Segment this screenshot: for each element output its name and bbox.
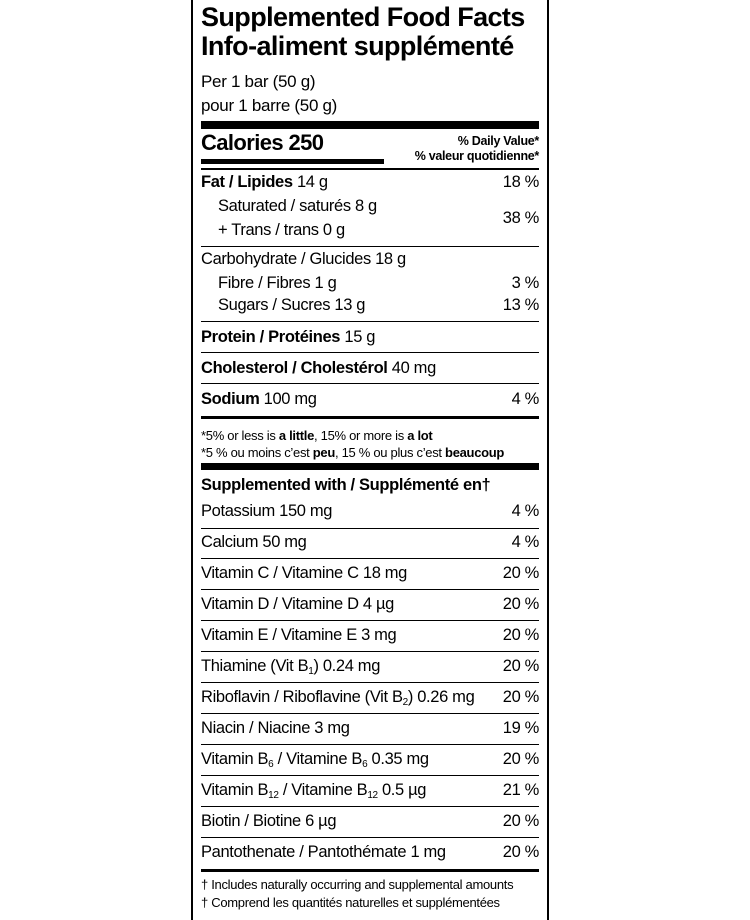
vitamin-b6-dv: 20 % xyxy=(502,750,539,768)
sugars-label: Sugars / Sucres 13 g xyxy=(218,296,366,314)
sugars-dv: 13 % xyxy=(502,296,539,314)
footnote-english: † Includes naturally occurring and supplemental amounts xyxy=(201,877,514,892)
calcium-dv: 4 % xyxy=(511,533,539,551)
vitamin-e-dv: 20 % xyxy=(502,626,539,644)
divider xyxy=(201,651,539,652)
thiamine-label: Thiamine (Vit $B_1$) 0.24 mg xyxy=(201,657,381,677)
divider xyxy=(201,682,539,683)
pantothenate-dv: 20 % xyxy=(502,843,539,861)
divider xyxy=(201,352,539,353)
divider xyxy=(201,837,539,838)
panel-content xyxy=(201,0,539,920)
divider xyxy=(201,558,539,559)
pantothenate-label: Pantothenate / Pantothémate 1 mg xyxy=(201,843,446,861)
sodium-label: Sodium xyxy=(201,390,260,408)
divider xyxy=(201,321,539,322)
divider xyxy=(201,775,539,776)
supplemented-heading: Supplemented with / Supplémenté en† xyxy=(201,476,491,494)
title-french: Info-aliment supplémenté xyxy=(201,31,514,61)
riboflavin-dv: 20 % xyxy=(502,688,539,706)
divider xyxy=(201,713,539,714)
title-english: Supplemented Food Facts xyxy=(201,2,525,32)
dv-note-french: *5 % ou moins c’est peu, 15 % ou plus c’est beaucoup xyxy=(201,445,505,460)
vitamin-b6-label: Vitamin $B_6$ / Vitamine $B_6$ 0.35 mg xyxy=(201,750,429,770)
riboflavin-label: Riboflavin / Riboflavine (Vit $B_2$) 0.26 mg xyxy=(201,688,475,708)
protein-label: Protein / Protéines xyxy=(201,328,341,346)
divider xyxy=(201,589,539,590)
fibre-dv: 3 % xyxy=(511,274,539,292)
fibre-label: Fibre / Fibres 1 g xyxy=(218,274,337,292)
trans-label: + Trans / trans 0 g xyxy=(218,221,345,239)
potassium-dv: 4 % xyxy=(511,502,539,520)
calcium-label: Calcium 50 mg xyxy=(201,533,307,551)
dv-note-english: *5% or less is a little, 15% or more is a lot xyxy=(201,428,433,443)
footnote-french: † Comprend les quantités naturelles et supplémentées xyxy=(201,895,500,910)
daily-value-header xyxy=(415,134,539,164)
serving-size-english: Per 1 bar (50 g) xyxy=(201,72,316,91)
serving-size-french: pour 1 barre (50 g) xyxy=(201,96,338,115)
biotin-dv: 20 % xyxy=(502,812,539,830)
cholesterol-label: Cholesterol / Cholestérol xyxy=(201,359,388,377)
calories: Calories 250 xyxy=(201,130,324,155)
protein-amount: 15 g xyxy=(344,328,376,346)
thiamine-dv: 20 % xyxy=(502,657,539,675)
carbohydrate-label: Carbohydrate / Glucides 18 g xyxy=(201,250,406,268)
niacin-label: Niacin / Niacine 3 mg xyxy=(201,719,350,737)
vitamin-d-dv: 20 % xyxy=(502,595,539,613)
thick-rule-top xyxy=(201,121,539,129)
daily-value-english: % Daily Value* xyxy=(457,134,539,148)
divider xyxy=(201,168,539,170)
divider-medium xyxy=(201,869,539,872)
divider xyxy=(201,528,539,529)
divider xyxy=(201,383,539,384)
sodium-amount: 100 mg xyxy=(263,390,317,408)
divider xyxy=(201,246,539,247)
fat-dv: 18 % xyxy=(502,173,539,191)
vitamin-b12-label: Vitamin $B_{12}$ / Vitamine $B_{12}$ 0.5 µg xyxy=(201,781,427,801)
divider xyxy=(201,744,539,745)
divider xyxy=(201,620,539,621)
nutrition-facts-panel xyxy=(191,0,549,920)
vitamin-e-label: Vitamin E / Vitamine E 3 mg xyxy=(201,626,397,644)
saturated-label: Saturated / saturés 8 g xyxy=(218,197,377,215)
sat-trans-dv: 38 % xyxy=(502,209,539,227)
fat-label: Fat / Lipides xyxy=(201,173,293,191)
fat-amount: 14 g xyxy=(296,173,328,191)
vitamin-c-label: Vitamin C / Vitamine C 18 mg xyxy=(201,564,408,582)
cholesterol-amount: 40 mg xyxy=(391,359,436,377)
sodium-dv: 4 % xyxy=(511,390,539,408)
divider-medium xyxy=(201,416,539,419)
niacin-dv: 19 % xyxy=(502,719,539,737)
vitamin-c-dv: 20 % xyxy=(502,564,539,582)
divider xyxy=(201,806,539,807)
potassium-label: Potassium 150 mg xyxy=(201,502,333,520)
daily-value-french: % valeur quotidienne* xyxy=(414,149,539,163)
vitamin-d-label: Vitamin D / Vitamine D 4 µg xyxy=(201,595,394,613)
biotin-label: Biotin / Biotine 6 µg xyxy=(201,812,337,830)
vitamin-b12-dv: 21 % xyxy=(502,781,539,799)
calories-underline xyxy=(201,159,384,164)
thick-rule-middle xyxy=(201,463,539,470)
